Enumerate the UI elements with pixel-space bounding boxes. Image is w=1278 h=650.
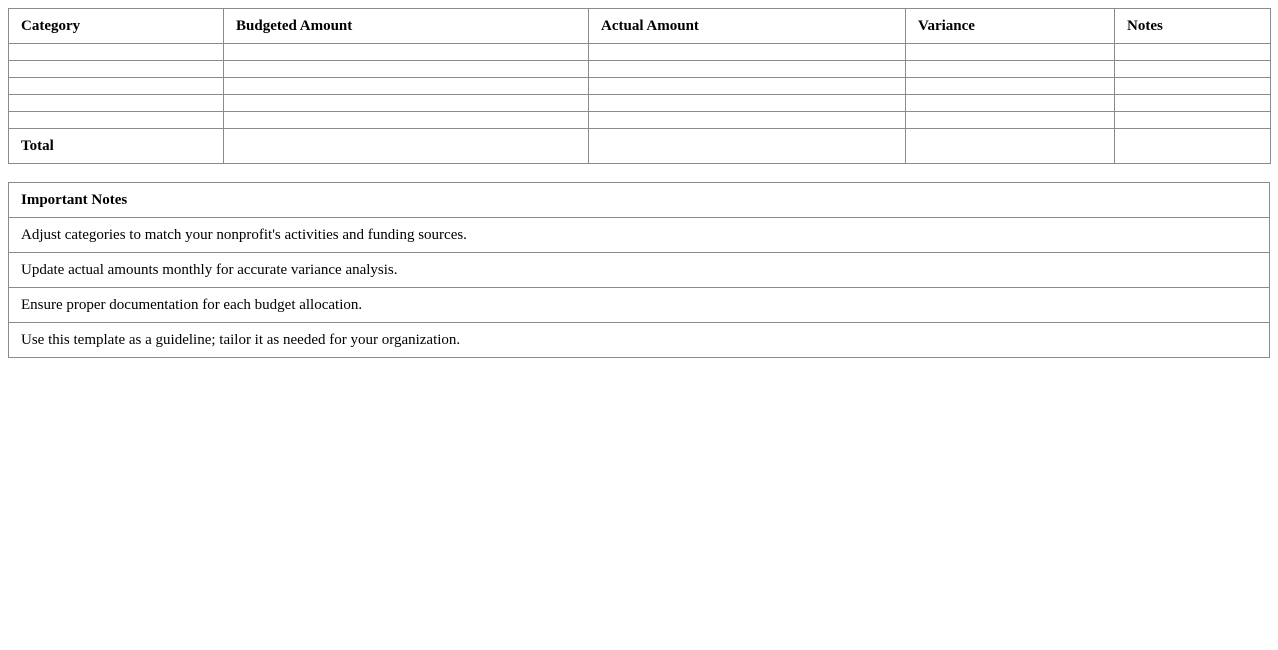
header-category: Category xyxy=(9,9,224,44)
list-item xyxy=(9,288,1270,323)
total-row xyxy=(9,129,1271,164)
cell-budgeted xyxy=(224,95,589,112)
cell-category xyxy=(9,112,224,129)
cell-variance xyxy=(906,44,1115,61)
note-text: Update actual amounts monthly for accurate variance analysis. xyxy=(9,253,1270,288)
notes-title: Important Notes xyxy=(9,183,1270,218)
table-row xyxy=(9,112,1271,129)
cell-category xyxy=(9,61,224,78)
cell-actual xyxy=(589,78,906,95)
cell-notes xyxy=(1115,61,1271,78)
cell-variance xyxy=(906,95,1115,112)
cell-actual xyxy=(589,95,906,112)
header-budgeted-amount: Budgeted Amount xyxy=(224,9,589,44)
cell-category xyxy=(9,44,224,61)
total-variance xyxy=(906,129,1115,164)
cell-variance xyxy=(906,61,1115,78)
cell-actual xyxy=(589,44,906,61)
cell-budgeted xyxy=(224,78,589,95)
cell-category xyxy=(9,95,224,112)
header-notes: Notes xyxy=(1115,9,1271,44)
cell-budgeted xyxy=(224,44,589,61)
list-item xyxy=(9,253,1270,288)
cell-actual xyxy=(589,61,906,78)
cell-variance xyxy=(906,78,1115,95)
list-item xyxy=(9,218,1270,253)
cell-notes xyxy=(1115,44,1271,61)
notes-title-row xyxy=(9,183,1270,218)
budget-table xyxy=(8,8,1271,164)
table-row xyxy=(9,44,1271,61)
header-actual-amount: Actual Amount xyxy=(589,9,906,44)
note-text: Ensure proper documentation for each budget allocation. xyxy=(9,288,1270,323)
list-item xyxy=(9,323,1270,358)
note-text: Use this template as a guideline; tailor it as needed for your organization. xyxy=(9,323,1270,358)
cell-category xyxy=(9,78,224,95)
table-row xyxy=(9,95,1271,112)
cell-notes xyxy=(1115,112,1271,129)
cell-notes xyxy=(1115,95,1271,112)
cell-variance xyxy=(906,112,1115,129)
total-budgeted xyxy=(224,129,589,164)
note-text: Adjust categories to match your nonprofit's activities and funding sources. xyxy=(9,218,1270,253)
total-actual xyxy=(589,129,906,164)
total-notes xyxy=(1115,129,1271,164)
cell-notes xyxy=(1115,78,1271,95)
header-variance: Variance xyxy=(906,9,1115,44)
total-label: Total xyxy=(9,129,224,164)
table-row xyxy=(9,78,1271,95)
important-notes-table xyxy=(8,182,1270,358)
cell-budgeted xyxy=(224,61,589,78)
cell-actual xyxy=(589,112,906,129)
table-header-row xyxy=(9,9,1271,44)
table-row xyxy=(9,61,1271,78)
cell-budgeted xyxy=(224,112,589,129)
